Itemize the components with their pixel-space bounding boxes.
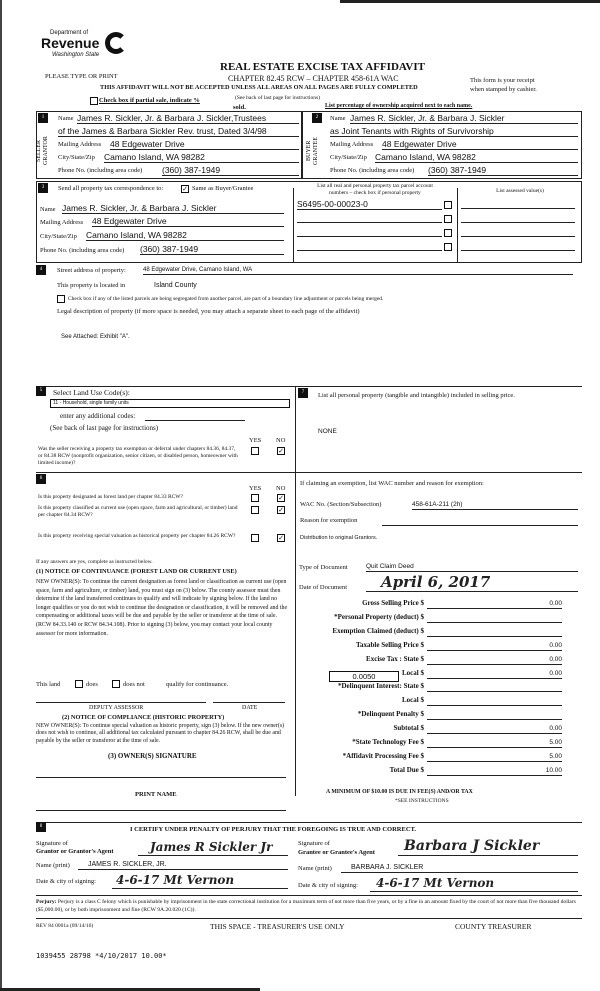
label: does not — [123, 681, 145, 688]
see-back: (See back of last page for instructions) — [235, 95, 320, 101]
certify-title: I CERTIFY UNDER PENALTY OF PERJURY THAT THE FOREGOING IS TRUE AND CORRECT. — [130, 826, 417, 833]
scan-edge — [340, 0, 600, 3]
yes-checkbox[interactable] — [251, 506, 259, 514]
parcel-number-field[interactable] — [297, 213, 442, 223]
grantee-date-city[interactable]: 4-6-17 Mt Vernon — [370, 876, 578, 892]
amount-label: Subtotal $ — [393, 724, 424, 732]
label: Signature of — [36, 840, 68, 847]
warning: THIS AFFIDAVIT WILL NOT BE ACCEPTED UNLESS ALL AREAS ON ALL PAGES ARE FULLY COMPLETED — [100, 84, 418, 91]
amount-field[interactable]: 5.00 — [427, 752, 562, 762]
treasurer-stamp: 1039455 28798 *4/10/2017 10.00* — [36, 952, 167, 960]
section-number: 7 — [298, 388, 308, 398]
label: Type of Document — [299, 564, 348, 571]
label: Date & city of signing: — [298, 882, 358, 889]
see-instructions: *SEE INSTRUCTIONS — [395, 798, 449, 804]
section-number: 2 — [312, 113, 322, 123]
personal-property-value[interactable]: NONE — [318, 428, 337, 435]
partial-sale-checkbox[interactable] — [90, 97, 98, 105]
divider — [36, 895, 582, 896]
personal-property-checkbox[interactable] — [444, 229, 452, 237]
amount-label: Taxable Selling Price $ — [356, 641, 424, 649]
street-address-field[interactable]: 48 Edgewater Drive, Camano Island, WA — [143, 266, 573, 275]
no-checkbox[interactable]: ✓ — [278, 494, 284, 502]
no-header: NO — [276, 485, 286, 492]
buyer-name-field-2[interactable]: as Joint Tenants with Rights of Survivorship — [330, 126, 578, 137]
amount-field[interactable]: 0.00 — [427, 669, 562, 679]
label: Mailing Address — [40, 219, 84, 226]
assessed-value-field[interactable] — [461, 227, 575, 237]
list-percentage: List percentage of ownership acquired next to each name. — [325, 103, 473, 109]
grantor-date-city[interactable]: 4-6-17 Mt Vernon — [112, 873, 288, 889]
label: This property is located in — [57, 282, 126, 289]
yes-header: YES — [249, 437, 262, 444]
label: Mailing Address — [58, 141, 102, 148]
amount-label: *Affidavit Processing Fee $ — [342, 752, 424, 760]
section-number: 6 — [36, 474, 46, 484]
label: Phone No. (including area code) — [330, 167, 415, 174]
label: (See back of last page for instructions) — [50, 424, 159, 432]
divider — [457, 188, 458, 263]
yes-header: YES — [249, 485, 262, 492]
form-title: REAL ESTATE EXCISE TAX AFFIDAVIT — [220, 61, 425, 73]
yes-checkbox[interactable] — [251, 494, 259, 502]
section-number: 5 — [36, 386, 46, 396]
document-type-field[interactable]: Quit Claim Deed — [366, 562, 578, 572]
amount-field[interactable] — [427, 710, 562, 720]
label: Select Land Use Code(s): — [53, 388, 130, 397]
corr-name-field[interactable]: James R. Sickler, Jr. & Barbara J. Sickler — [62, 203, 284, 214]
perjury-label: Perjury: — [36, 899, 57, 905]
label: Phone No. (including area code) — [40, 247, 125, 254]
amount-field[interactable]: 0.00 — [427, 655, 562, 665]
amount-field[interactable]: 0.00 — [427, 599, 562, 609]
label: Legal description of property (if more space is needed, you may attach a separate sheet to each page of the affidavit) — [57, 308, 360, 315]
label: If any answers are yes, complete as instructed below. — [36, 559, 153, 565]
grantee-signature[interactable]: Barbara J Sickler — [398, 837, 578, 856]
amount-label: Total Due $ — [389, 766, 424, 774]
amount-label: Gross Selling Price $ — [362, 599, 424, 607]
please-type: PLEASE TYPE OR PRINT — [45, 73, 118, 80]
amount-field[interactable]: 0.00 — [427, 724, 562, 734]
personal-property-checkbox[interactable] — [444, 243, 452, 251]
parcel-number-field[interactable] — [297, 241, 442, 251]
label: Mailing Address — [330, 141, 374, 148]
buyer-mailing-field[interactable]: 48 Edgewater Drive — [382, 139, 578, 150]
section-number: 8 — [36, 822, 46, 832]
chapter: CHAPTER 82.45 RCW – CHAPTER 458-61A WAC — [228, 74, 399, 83]
label: Reason for exemption — [300, 517, 358, 524]
question: Is this property designated as forest land per chapter 84.33 RCW? — [38, 494, 183, 500]
label: PRINT NAME — [135, 791, 177, 798]
sold-label: sold. — [233, 104, 246, 111]
label: Grantor or Grantor's Agent — [36, 848, 114, 855]
divider — [36, 386, 582, 387]
print-name-field[interactable] — [36, 810, 286, 811]
minimum-note: A MINIMUM OF $10.00 IS DUE IN FEE(S) AND/OR TAX — [326, 789, 473, 795]
yes-checkbox[interactable] — [251, 534, 259, 542]
label: WAC No. (Section/Subsection) — [300, 501, 382, 508]
local-rate-field[interactable]: 0.0050 — [329, 671, 399, 682]
amount-label: *State Technology Fee $ — [352, 738, 424, 746]
label: Street address of property: — [57, 267, 126, 274]
label: DATE — [242, 705, 258, 711]
assessed-header: List assessed value(s) — [496, 188, 544, 194]
divider — [293, 188, 294, 263]
personal-property-checkbox[interactable] — [444, 201, 452, 209]
label: Same as Buyer/Grantee — [192, 185, 254, 192]
scan-edge — [0, 0, 2, 991]
receipt-note: when stamped by cashier. — [470, 86, 537, 93]
section-number: 1 — [38, 113, 48, 123]
label: Signature of — [298, 840, 330, 847]
reason-value[interactable]: Distribution to original Grantors. — [300, 535, 378, 541]
label: does — [86, 681, 98, 688]
amount-field[interactable] — [427, 627, 562, 637]
divider — [36, 918, 582, 919]
seller-name-field-2[interactable]: of the James & Barbara Sickler Rev. trust, Dated 3/4/98 — [58, 126, 299, 137]
grantor-name-field[interactable]: JAMES R. SICKLER, JR. — [78, 860, 288, 870]
label: enter any additional codes: — [60, 412, 136, 420]
amount-field[interactable]: 10.00 — [427, 766, 562, 776]
label: If claiming an exemption, list WAC number and reason for exemption: — [300, 480, 484, 487]
label: DEPUTY ASSESSOR — [89, 705, 144, 711]
notice-title: (1) NOTICE OF CONTINUANCE (FOREST LAND OR CURRENT USE) — [36, 568, 237, 575]
amount-label: Exemption Claimed (deduct) $ — [332, 627, 424, 635]
seller-mailing-field[interactable]: 48 Edgewater Drive — [110, 139, 299, 150]
county-treasurer: COUNTY TREASURER — [455, 922, 532, 931]
land-use-code-select[interactable]: 11 - Household, single family units — [50, 399, 290, 408]
grantee-name-field[interactable]: BARBARA J. SICKLER — [341, 863, 578, 873]
wac-number-field[interactable]: 458-61A-211 (2h) — [412, 500, 578, 510]
label: Name — [330, 115, 346, 122]
question: Is this property receiving special valuation as historical property per chapter 84.26 RCW? — [38, 533, 236, 539]
does-not-checkbox[interactable] — [112, 680, 120, 688]
seller-city-field[interactable]: Camano Island, WA 98282 — [104, 152, 299, 163]
buyer-name-field[interactable]: James R. Sickler, Jr. & Barbara J. Sickler — [350, 113, 578, 124]
notice-title: (2) NOTICE OF COMPLIANCE (HISTORIC PROPERTY) — [62, 714, 225, 721]
corr-phone-field[interactable]: (360) 387-1949 — [140, 244, 284, 255]
amount-field[interactable] — [427, 696, 562, 706]
label: Name — [58, 115, 74, 122]
no-checkbox[interactable]: ✓ — [278, 506, 284, 514]
partial-sale-label: Check box if partial sale, indicate % — [99, 97, 200, 104]
buyer-phone-field[interactable]: (360) 387-1949 — [428, 165, 578, 176]
notice-text: NEW OWNER(S): To continue special valuation as historic property, sign (3) below. If the new owner(s) does not wish to continue, all additional tax calculated pursuant to chapter 84.26 RCW, shall be due and payable by the seller or transferor at the time of sale. — [36, 723, 285, 744]
parcel-header: List all real and personal property tax parcel account — [317, 183, 433, 189]
label: City/State/Zip — [58, 154, 95, 161]
parcel-number-field[interactable]: S6495-00-00023-0 — [297, 199, 442, 210]
logo-text: Washington State — [52, 52, 100, 58]
reason-field[interactable] — [382, 525, 578, 526]
label: Name (print) — [36, 862, 70, 869]
amount-label: Local $ — [402, 669, 424, 677]
assessed-value-field[interactable] — [461, 213, 575, 223]
no-checkbox[interactable]: ✓ — [278, 534, 284, 542]
legal-description[interactable]: See Attached: Exhibit "A". — [61, 334, 130, 340]
personal-property-checkbox[interactable] — [444, 215, 452, 223]
owner-signature-field[interactable] — [36, 777, 286, 778]
grantor-signature[interactable]: James R Sickler Jr — [138, 840, 288, 856]
county-field[interactable]: Island County — [154, 282, 197, 289]
seller-name-field[interactable]: James R. Sickler, Jr. & Barbara J. Sickler,Trustees — [77, 113, 299, 124]
logo-text: Department of — [50, 30, 89, 36]
label: Phone No. (including area code) — [58, 167, 143, 174]
amount-field[interactable]: 0.00 — [427, 641, 562, 651]
section-number: 3 — [38, 183, 48, 193]
amount-field[interactable] — [427, 613, 562, 623]
notice-text: NEW OWNER(S): To continue the current designation as forest land or classification as current use (open space, farm and agriculture, or timber) land, you must sign on (3) below. The county assessor must then determine if the land transferred continues to qualify and will indicate by signing below. If the land no longer qualifies or you do not wish to continue the designation or classification, it will be removed and the compensating or additional taxes will be due and payable by the seller or transferor at the time of sale. (RCW 84.33.140 or RCW 84.34.108). Prior to signing (3) below, you may contact your local county assessor for more information. — [36, 579, 288, 637]
label: Date & city of signing: — [36, 878, 96, 885]
perjury-notice — [36, 898, 582, 914]
buyer-city-field[interactable]: Camano Island, WA 98282 — [375, 152, 578, 163]
amount-label: *Personal Property (deduct) $ — [334, 613, 424, 621]
corr-city-field[interactable]: Camano Island, WA 98282 — [86, 230, 284, 241]
wave-logo-icon — [105, 32, 127, 54]
question: Was the seller receiving a property tax exemption or deferral under chapters 84.36, 84.37, or 84.38 RCW (nonprofit organization, senior citizen, or disabled person, homeowner with limited income)? — [38, 446, 238, 466]
label: City/State/Zip — [40, 233, 77, 240]
divider — [295, 386, 296, 796]
label: Send all property tax correspondence to: — [58, 185, 164, 192]
question: Is this property classified as current use (open space, farm and agricultural, or timber) land per chapter 84.34 RCW? — [38, 505, 238, 518]
no-header: NO — [276, 437, 286, 444]
amount-label: Excise Tax : State $ — [366, 655, 424, 663]
corr-mailing-field[interactable]: 48 Edgewater Drive — [92, 216, 284, 227]
yes-checkbox[interactable] — [251, 447, 259, 455]
label: Grantee or Grantee's Agent — [298, 849, 375, 856]
deputy-assessor-signature[interactable] — [36, 702, 206, 703]
same-as-buyer-checkbox[interactable]: ✓ — [182, 185, 188, 193]
parcel-header: numbers – check box if personal property — [329, 190, 421, 196]
amount-label: *Delinquent Interest: State $ — [337, 682, 424, 690]
label: List all personal property (tangible and intangible) included in selling price. — [318, 392, 515, 399]
perjury-text: Perjury is a class C felony which is punishable by imprisonment in the state correctional institution for a maximum term of not more than five years, or by a fine in an amount fixed by the court of not more than five thousand dollars ($5,000.00), or by both imprisonment and fine (RCW 9A.20.020 (1C)). — [36, 899, 576, 913]
divider — [36, 822, 582, 823]
form-revision: REV 84 0001a (09/14/16) — [36, 923, 94, 929]
label: qualify for continuance. — [166, 681, 229, 688]
amount-field[interactable] — [427, 682, 562, 692]
treasurer-use: THIS SPACE - TREASURER'S USE ONLY — [210, 922, 345, 931]
no-checkbox[interactable]: ✓ — [278, 447, 284, 455]
label: City/State/Zip — [330, 154, 367, 161]
label: This land — [36, 681, 61, 688]
amount-label: Local $ — [402, 696, 424, 704]
parcel-number-field[interactable] — [297, 227, 442, 237]
label: Name — [40, 206, 56, 213]
deputy-date-field[interactable] — [213, 702, 285, 703]
amount-label: *Delinquent Penalty $ — [357, 710, 424, 718]
label: Name (print) — [298, 865, 332, 872]
buyer-side-label: BUYER GRANTEE — [306, 137, 319, 165]
section-number: 4 — [36, 265, 46, 275]
assessed-value-field[interactable] — [461, 199, 575, 209]
does-checkbox[interactable] — [75, 680, 83, 688]
logo-text: Revenue — [41, 35, 100, 51]
seller-side-label: SELLER GRANTOR — [36, 136, 49, 166]
additional-codes-field[interactable] — [145, 420, 245, 421]
document-date-field[interactable]: April 6, 2017 — [366, 573, 578, 592]
label: Date of Document — [299, 584, 348, 591]
segregated-checkbox[interactable] — [57, 295, 65, 303]
label: Check box if any of the listed parcels are being segregated from another parcel, are part of a boundary line adjustment or parcels being merged. — [68, 296, 384, 302]
notice-title: (3) OWNER(S) SIGNATURE — [108, 752, 197, 760]
seller-phone-field[interactable]: (360) 387-1949 — [162, 165, 299, 176]
receipt-note: This form is your receipt — [470, 77, 535, 84]
amount-field[interactable]: 5.00 — [427, 738, 562, 748]
assessed-value-field[interactable] — [461, 241, 575, 251]
divider — [36, 472, 582, 473]
